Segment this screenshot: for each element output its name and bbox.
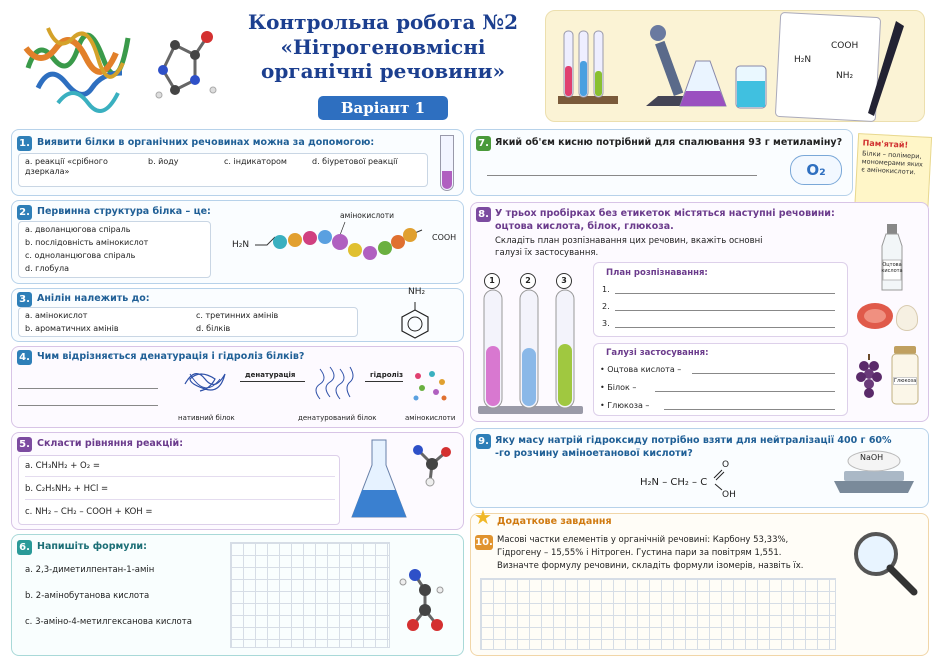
q1-option-c[interactable]: c. індикатором — [224, 157, 287, 166]
q2-option-a[interactable]: а. дволанцюгова спіраль — [25, 225, 131, 234]
q2-option-b[interactable]: b. послідовність амінокислот — [25, 238, 149, 247]
meat-icon — [855, 300, 895, 332]
glycine-o: O — [722, 460, 730, 470]
question-9-text-2: -го розчину аміноетанової кислоти? — [495, 448, 693, 459]
glucose-jar-icon — [888, 344, 922, 406]
tube-2-label: 2 — [520, 273, 536, 289]
grapes-icon — [856, 352, 884, 402]
q6-item-c: c. 3-аміно-4-метилгексанова кислота — [25, 617, 192, 627]
question-4-number: 4. — [17, 350, 32, 365]
question-2-text: Первинна структура білка – це: — [37, 206, 211, 217]
question-9-number: 9. — [476, 434, 491, 449]
lab-illustration — [545, 10, 925, 122]
question-10-text-3: Визначте формулу речовини, складіть формули ізомерів, назвіть їх. — [497, 561, 804, 571]
amino-acids-label: амінокислоти — [405, 414, 456, 422]
aniline-nh2: NH₂ — [408, 287, 426, 297]
q5-equation-b: b. C₂H₅NH₂ + HCl = — [25, 484, 109, 494]
q1-option-b[interactable]: b. йоду — [148, 157, 179, 166]
egg-icon — [896, 305, 918, 331]
q4-answer-line-1[interactable] — [18, 388, 158, 389]
title-line-1: Контрольна робота №2 — [247, 10, 519, 34]
question-8-text-4: галузі їх застосування. — [495, 248, 599, 258]
question-10-text-2: Гідрогену – 15,55% і Нітроген. Густина пари за повітрям 1,551. — [497, 548, 782, 558]
uses-line-2[interactable] — [655, 391, 835, 392]
star-icon: ★ — [474, 505, 492, 529]
q2-option-c[interactable]: c. одноланцюгова спіраль — [25, 251, 136, 260]
denaturation-arrow — [240, 381, 305, 382]
o2-label: O₂ — [806, 161, 826, 179]
q4-answer-line-2[interactable] — [18, 405, 158, 406]
extra-task-title: Додаткове завдання — [497, 516, 612, 527]
q3-option-d[interactable]: d. білків — [196, 324, 231, 333]
plan-line-3[interactable] — [615, 327, 835, 328]
amino-acids-dots-icon — [410, 368, 450, 403]
variant-badge: Варіант 1 — [318, 96, 448, 120]
benzene-ring-icon — [395, 300, 435, 340]
magnifier-icon — [848, 528, 920, 598]
question-8-text-2: оцтова кислота, білок, глюкоза. — [495, 221, 674, 232]
tube-1-label: 1 — [484, 273, 500, 289]
q2-option-d[interactable]: d. глобула — [25, 264, 70, 273]
glucose-label: Глюкоза — [894, 378, 917, 384]
denatured-label: денатурований білок — [298, 414, 377, 422]
notebook-h2n: H₂N — [794, 55, 812, 65]
plan-title: План розпізнавання: — [606, 268, 708, 278]
notebook-nh2: NH₂ — [836, 71, 854, 81]
plan-num-2: 2. — [602, 302, 610, 311]
molecule-illustration — [155, 25, 225, 105]
q5-equation-a-line — [25, 476, 335, 477]
question-8-text-3: Складіть план розпізнавання цих речовин, вкажіть основні — [495, 236, 763, 246]
amino-acid-chain-icon — [255, 220, 435, 265]
question-7-number: 7. — [476, 136, 491, 151]
chain-cooh: COOH — [432, 233, 457, 242]
tube-3-label: 3 — [556, 273, 572, 289]
question-5-text: Скласти рівняння реакцій: — [37, 438, 184, 449]
glycine-formula: H₂N – CH₂ – C — [640, 477, 708, 488]
plan-num-1: 1. — [602, 285, 610, 294]
protein-illustration — [18, 8, 148, 118]
chain-label: амінокислоти — [340, 211, 394, 220]
vinegar-label: Оцтова кислота — [881, 262, 903, 274]
question-7-text: Який об'єм кисню потрібний для спалювання 93 г метиламіну? — [495, 137, 843, 148]
question-3-number: 3. — [17, 292, 32, 307]
hydrolysis-arrow — [365, 381, 403, 382]
tubes-illustration — [478, 268, 583, 416]
chain-h2n: H₂N — [232, 240, 250, 250]
uses-item-3: • Глюкоза – — [600, 401, 650, 410]
question-8-number: 8. — [476, 207, 491, 222]
title-line-2: «Нітрогеновмісні — [280, 35, 486, 59]
plan-num-3: 3. — [602, 319, 610, 328]
question-4-text: Чим відрізняється денатурація і гідроліз білків? — [37, 351, 305, 362]
plan-line-2[interactable] — [615, 310, 835, 311]
question-1-number: 1. — [17, 136, 32, 151]
vinegar-bottle-icon — [876, 222, 908, 294]
q3-option-b[interactable]: b. ароматичних амінів — [25, 324, 119, 333]
uses-item-2: • Білок – — [600, 383, 637, 392]
q7-answer-line[interactable] — [487, 175, 757, 176]
uses-line-3[interactable] — [664, 409, 835, 410]
oxygen-cloud-icon — [790, 155, 842, 185]
native-label: нативний білок — [178, 414, 235, 422]
question-8-text-1: У трьох пробірках без етикеток містяться наступні речовини: — [495, 208, 835, 219]
question-10-text-1: Масові частки елементів у органічній речовині: Карбону 53,33%, — [497, 535, 789, 545]
q1-option-d[interactable]: d. біуретової реакції — [312, 157, 398, 166]
title-line-3: органічні речовини» — [260, 59, 505, 83]
q6-item-b: b. 2-амінобутанова кислота — [25, 591, 150, 601]
reminder-text: Білки – полімери, мономерами яких є амінокислоти. — [861, 149, 924, 177]
reminder-title: Пам'ятай! — [862, 138, 909, 150]
notebook-cooh: COOH — [831, 41, 859, 51]
question-3-text: Анілін належить до: — [37, 293, 150, 304]
methylamine-model-icon — [408, 440, 456, 490]
q6-item-a: а. 2,3-диметилпентан-1-амін — [25, 565, 155, 575]
q5-equation-c: c. NH₂ – CH₂ – COOH + KOH = — [25, 507, 153, 517]
question-6-number: 6. — [17, 540, 32, 555]
plan-line-1[interactable] — [615, 293, 835, 294]
q10-answer-grid[interactable] — [480, 578, 836, 650]
erlenmeyer-flask-icon — [350, 435, 410, 525]
hydrolysis-label: гідроліз — [370, 371, 404, 379]
uses-item-1: • Оцтова кислота – — [600, 365, 682, 374]
native-protein-icon — [180, 364, 230, 404]
naoh-label: NaOH — [860, 453, 884, 462]
amino-acid-model-icon — [395, 560, 455, 640]
uses-line-1[interactable] — [692, 373, 835, 374]
page-title — [228, 10, 538, 83]
denatured-protein-icon — [315, 364, 360, 404]
q6-answer-grid[interactable] — [230, 542, 390, 648]
test-tube-icon — [440, 135, 454, 191]
question-1-text: Виявити білки в органічних речовинах можна за допомогою: — [37, 137, 375, 148]
question-5-number: 5. — [17, 437, 32, 452]
question-9-text-1: Яку масу натрій гідроксиду потрібно взяти для нейтралізації 400 г 60% — [495, 435, 892, 446]
question-10-number: 10. — [475, 537, 493, 548]
q1-option-a[interactable]: а. реакції «срібного дзеркала» — [25, 157, 108, 176]
question-6-text: Напишіть формули: — [37, 541, 147, 552]
q5-equation-b-line — [25, 499, 335, 500]
q3-option-c[interactable]: c. третинних амінів — [196, 311, 279, 320]
question-2-number: 2. — [17, 205, 32, 220]
uses-title: Галузі застосування: — [606, 348, 709, 358]
q3-option-a[interactable]: а. амінокислот — [25, 311, 88, 320]
glycine-oh: OH — [722, 490, 736, 500]
denaturation-label: денатурація — [245, 371, 296, 379]
q5-equation-a: а. CH₃NH₂ + O₂ = — [25, 461, 100, 471]
glycine-bonds-icon — [712, 468, 726, 492]
scale-icon — [828, 437, 920, 495]
